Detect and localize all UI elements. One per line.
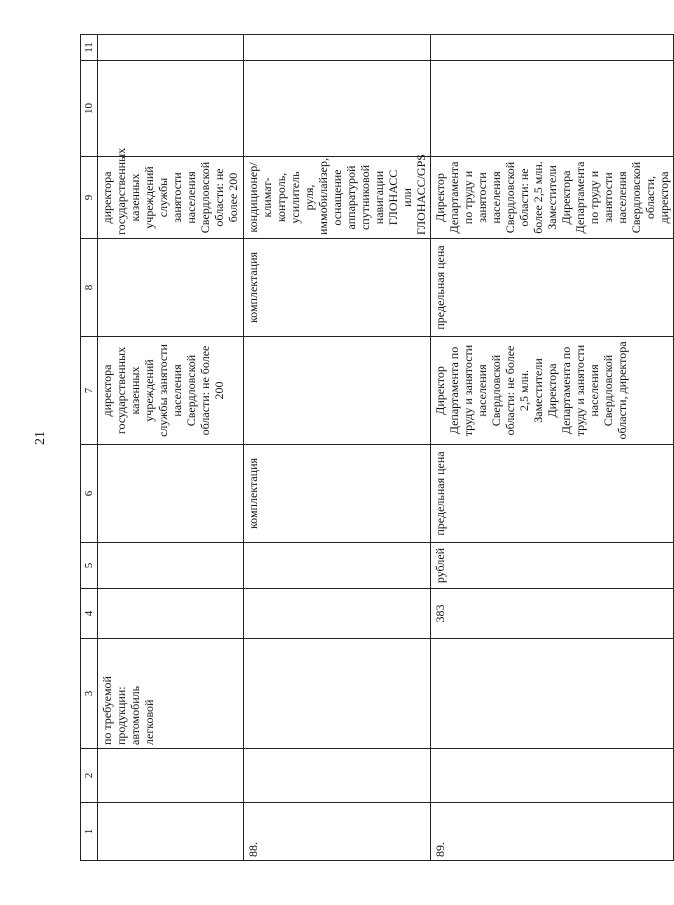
cell — [431, 749, 674, 803]
col-header-7: 7 — [81, 337, 98, 445]
cell: Директор Департамента по труду и занятости населения Свердловской области: не более 2,5 млн. Заместители Директора Департамента по труду и занятости населения Свердловской области, директора — [431, 157, 674, 239]
cell — [244, 337, 431, 445]
col-header-6: 6 — [81, 445, 98, 543]
cell — [244, 589, 431, 639]
cell — [98, 543, 244, 589]
rotated-table-wrapper — [80, 35, 671, 861]
cell — [244, 639, 431, 749]
cell — [98, 61, 244, 157]
procurement-table — [80, 34, 674, 861]
col-header-9: 9 — [81, 157, 98, 239]
col-header-3: 3 — [81, 639, 98, 749]
cell — [244, 749, 431, 803]
cell: предельная цена — [431, 445, 674, 543]
cell — [98, 589, 244, 639]
cell: по требуемой продукции: автомобиль легковой — [98, 639, 244, 749]
cell: директора государственных казенных учреждений службы занятости населения Свердловской области: не более 200 — [98, 157, 244, 239]
cell: кондиционер/ климат-контроль, усилитель руля, иммобилайзер, оснащение аппаратурой спутниковой навигации ГЛОНАСС или ГЛОНАСС/GPS — [244, 157, 431, 239]
cell — [431, 61, 674, 157]
page-number: 21 — [33, 431, 48, 445]
col-header-2: 2 — [81, 749, 98, 803]
col-header-4: 4 — [81, 589, 98, 639]
cell — [244, 543, 431, 589]
row-number: 88. — [244, 803, 431, 861]
row-number: 89. — [431, 803, 674, 861]
col-header-10: 10 — [81, 61, 98, 157]
cell — [431, 639, 674, 749]
col-header-1: 1 — [81, 803, 98, 861]
cell: 383 — [431, 589, 674, 639]
cell: комплектация — [244, 445, 431, 543]
rotated-table-container — [80, 35, 671, 861]
table-row — [431, 35, 674, 861]
cell: рублей — [431, 543, 674, 589]
col-header-11: 11 — [81, 35, 98, 61]
cell: директора государственных казенных учреждений службы занятости населения Свердловской области: не более 200 — [98, 337, 244, 445]
cell: комплектация — [244, 239, 431, 337]
cell: Директор Департамента по труду и занятости населения Свердловской области: не более 2,5 млн. Заместители Директора Департамента по труду и занятости населения Свердловской области, директора — [431, 337, 674, 445]
table-row — [244, 35, 431, 861]
col-header-5: 5 — [81, 543, 98, 589]
cell — [244, 35, 431, 61]
cell — [431, 35, 674, 61]
col-header-8: 8 — [81, 239, 98, 337]
cell — [98, 749, 244, 803]
header-row — [81, 35, 98, 861]
cell: предельная цена — [431, 239, 674, 337]
cell — [98, 803, 244, 861]
cell — [98, 239, 244, 337]
table-row — [98, 35, 244, 861]
cell — [98, 445, 244, 543]
cell — [98, 35, 244, 61]
cell — [244, 61, 431, 157]
